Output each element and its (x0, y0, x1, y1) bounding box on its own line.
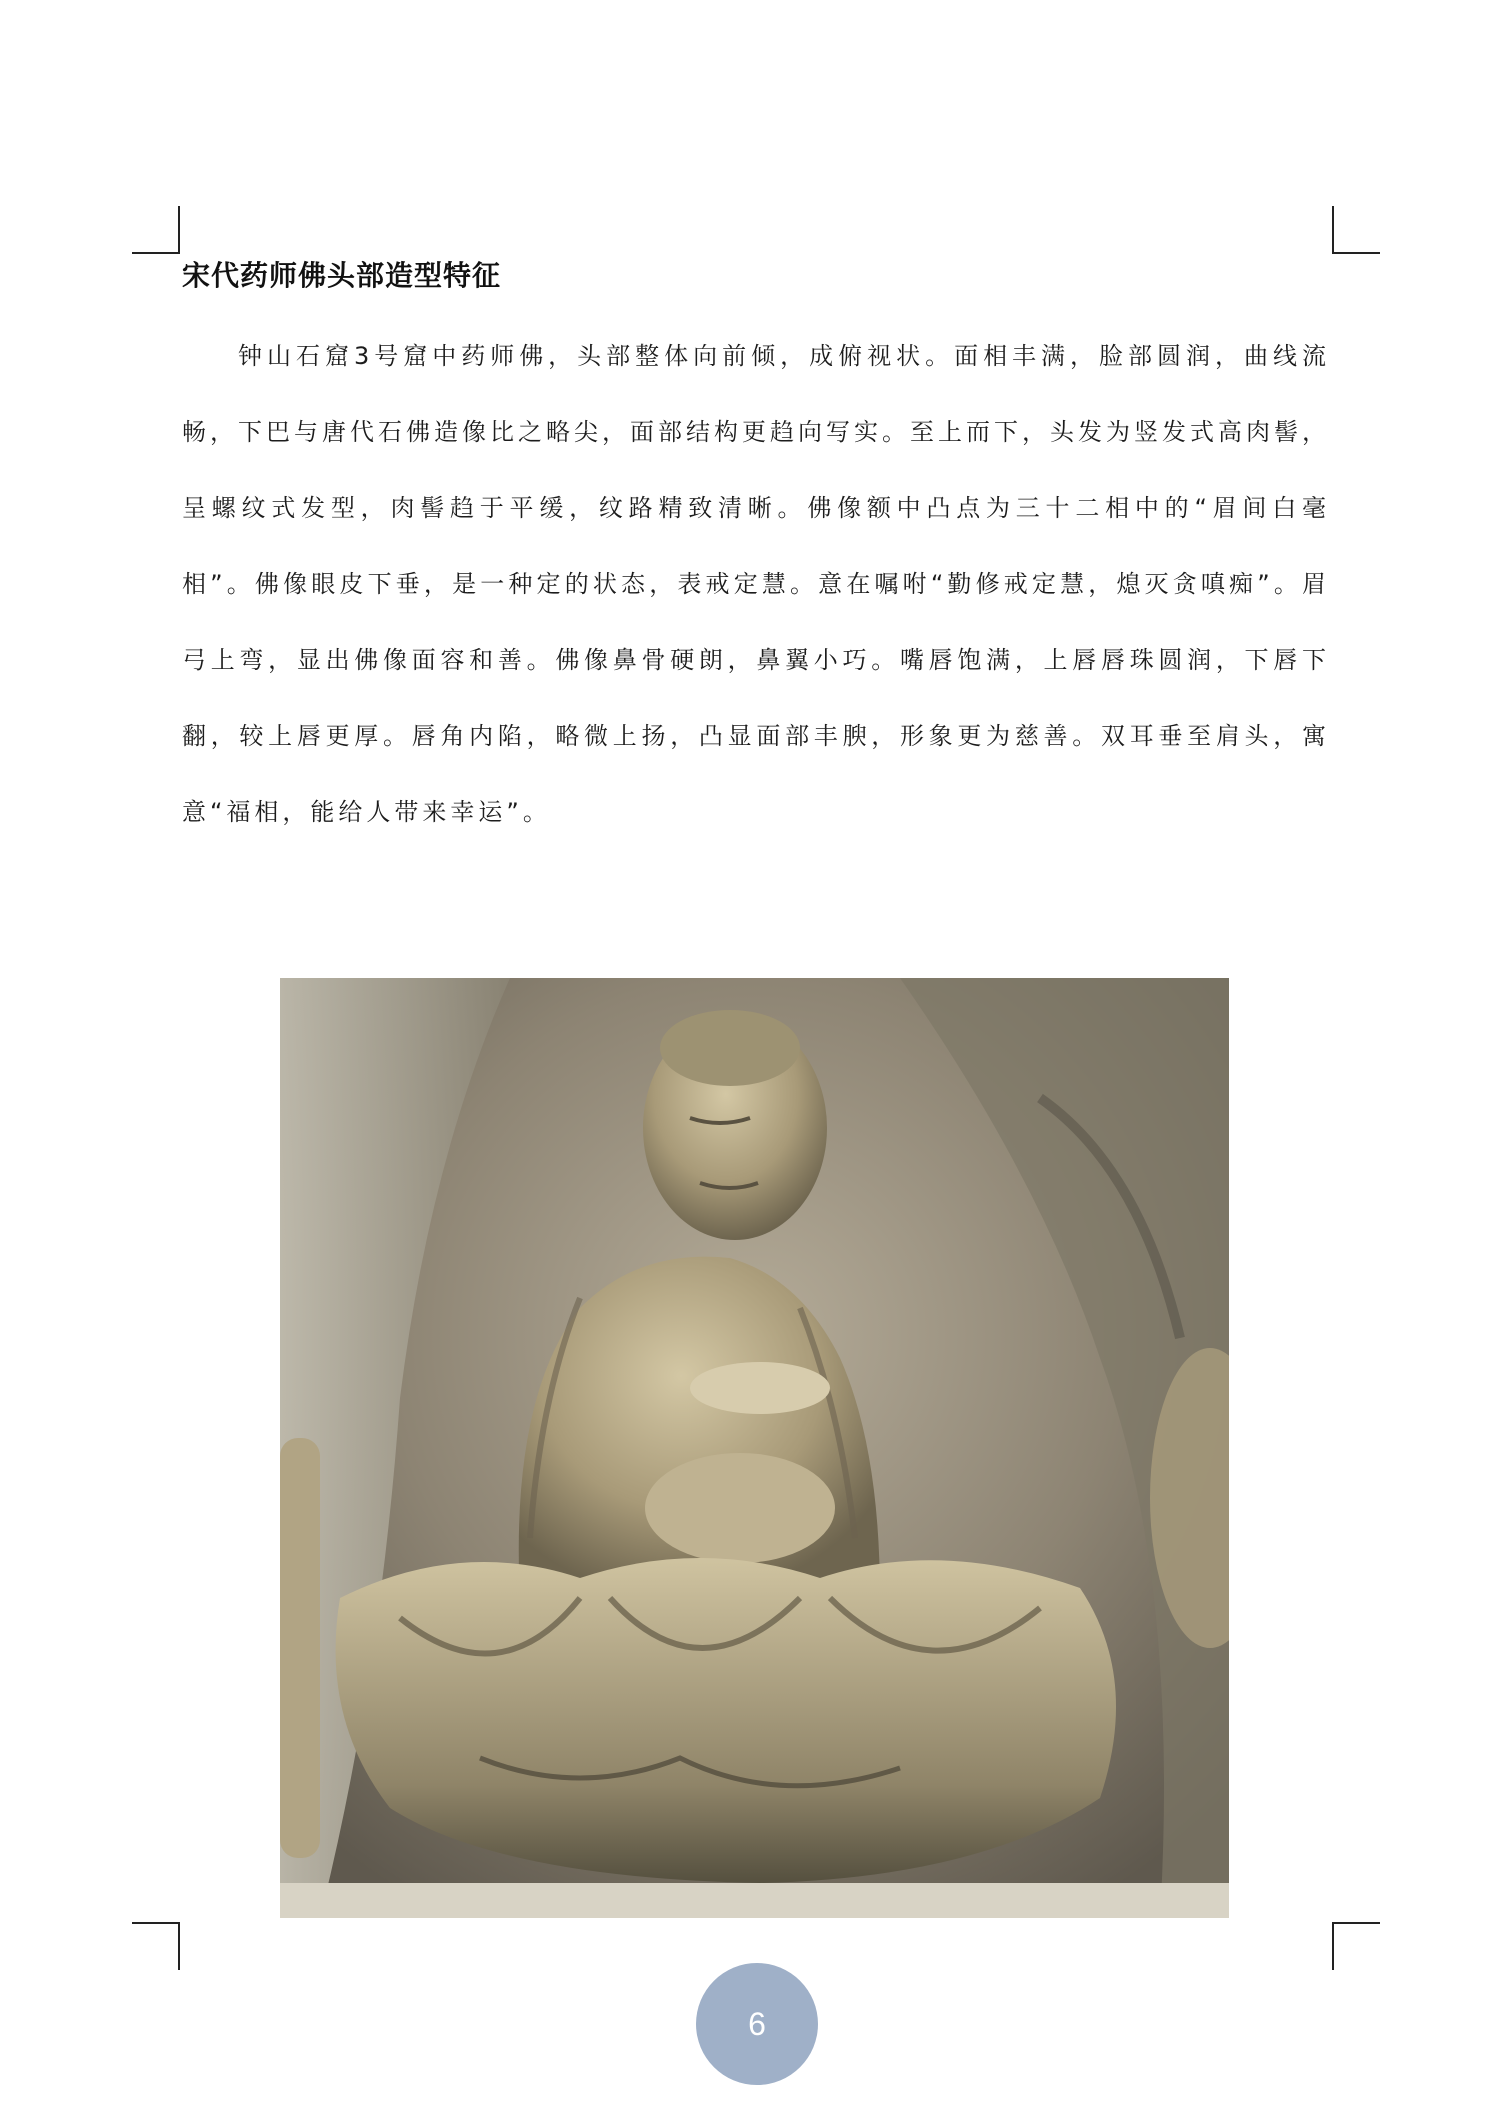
crop-mark-bottom-right-vertical (1332, 1922, 1334, 1970)
statue-illustration (280, 978, 1229, 1918)
section-title: 宋代药师佛头部造型特征 (182, 259, 502, 292)
crop-mark-bottom-left-horizontal (132, 1922, 180, 1924)
crop-mark-top-right-horizontal (1332, 252, 1380, 254)
crop-mark-top-left-horizontal (132, 252, 180, 254)
page-number-badge (696, 1963, 818, 2085)
body-paragraph: 钟山石窟3号窟中药师佛，头部整体向前倾，成俯视状。面相丰满，脸部圆润，曲线流畅，下巴与唐代石佛造像比之略尖，面部结构更趋向写实。至上而下，头发为竖发式高肉髻，呈螺纹式发型，肉髻趋于平缓，纹路精致清晰。佛像额中凸点为三十二相中的“眉间白毫相”。佛像眼皮下垂，是一种定的状态，表戒定慧。意在嘱咐“勤修戒定慧，熄灭贪嗔痴”。眉弓上弯，显出佛像面容和善。佛像鼻骨硬朗，鼻翼小巧。嘴唇饱满，上唇唇珠圆润，下唇下翻，较上唇更厚。唇角内陷，略微上扬，凸显面部丰腴，形象更为慈善。双耳垂至肩头，寓意“福相，能给人带来幸运”。 (182, 342, 1330, 826)
crop-mark-bottom-left-vertical (178, 1922, 180, 1970)
page-number: 6 (748, 2005, 766, 2042)
crop-mark-top-right-vertical (1332, 206, 1334, 254)
crop-mark-top-left-vertical (178, 206, 180, 254)
buddha-statue-photo (280, 978, 1229, 1918)
crop-mark-bottom-right-horizontal (1332, 1922, 1380, 1924)
